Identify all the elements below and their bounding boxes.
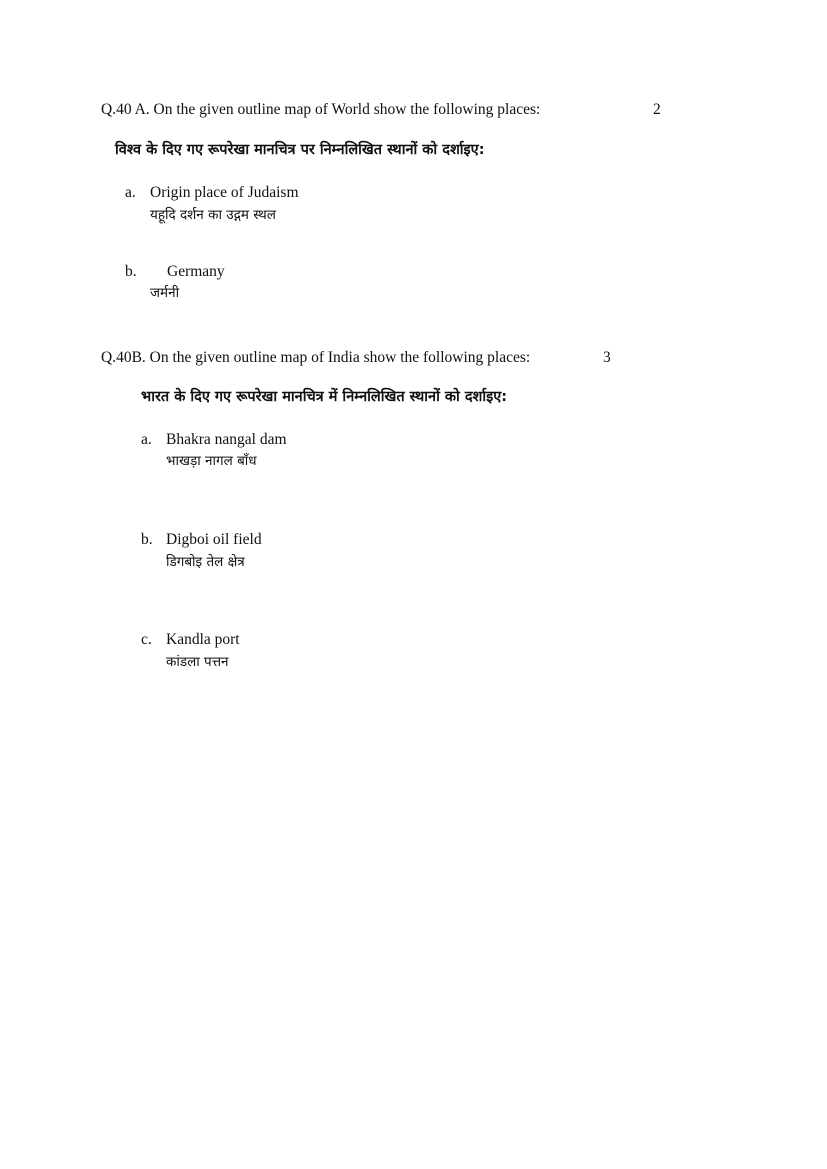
question-40b-heading: Q.40B. On the given outline map of India show the following places: bbox=[101, 349, 531, 366]
item-label: Digboi oil field bbox=[166, 531, 262, 548]
item-label: Origin place of Judaism bbox=[150, 184, 299, 201]
question-40a-hindi-heading: विश्व के दिए गए रूपरेखा मानचित्र पर निम्नलिखित स्थानों को दर्शाइए: bbox=[115, 142, 485, 158]
question-40b-hindi-heading: भारत के दिए गए रूपरेखा मानचित्र में निम्नलिखित स्थानों को दर्शाइए: bbox=[141, 389, 508, 405]
item-hindi-label: डिगबोइ तेल क्षेत्र bbox=[166, 554, 245, 570]
item-marker: c. bbox=[141, 631, 152, 648]
item-hindi-label: जर्मनी bbox=[150, 285, 180, 301]
question-40a-marks: 2 bbox=[653, 101, 661, 118]
item-hindi-label: भाखड़ा नागल बाँध bbox=[166, 453, 257, 469]
item-label: Germany bbox=[167, 263, 225, 280]
item-marker: a. bbox=[141, 431, 152, 448]
item-marker: a. bbox=[125, 184, 136, 201]
item-label: Kandla port bbox=[166, 631, 240, 648]
item-hindi-label: कांडला पत्तन bbox=[166, 654, 229, 670]
question-40a-heading: Q.40 A. On the given outline map of World show the following places: bbox=[101, 101, 541, 118]
item-marker: b. bbox=[141, 531, 153, 548]
item-hindi-label: यहूदि दर्शन का उद्गम स्थल bbox=[150, 207, 276, 223]
item-label: Bhakra nangal dam bbox=[166, 431, 287, 448]
question-40b-marks: 3 bbox=[603, 349, 611, 366]
item-marker: b. bbox=[125, 263, 137, 280]
